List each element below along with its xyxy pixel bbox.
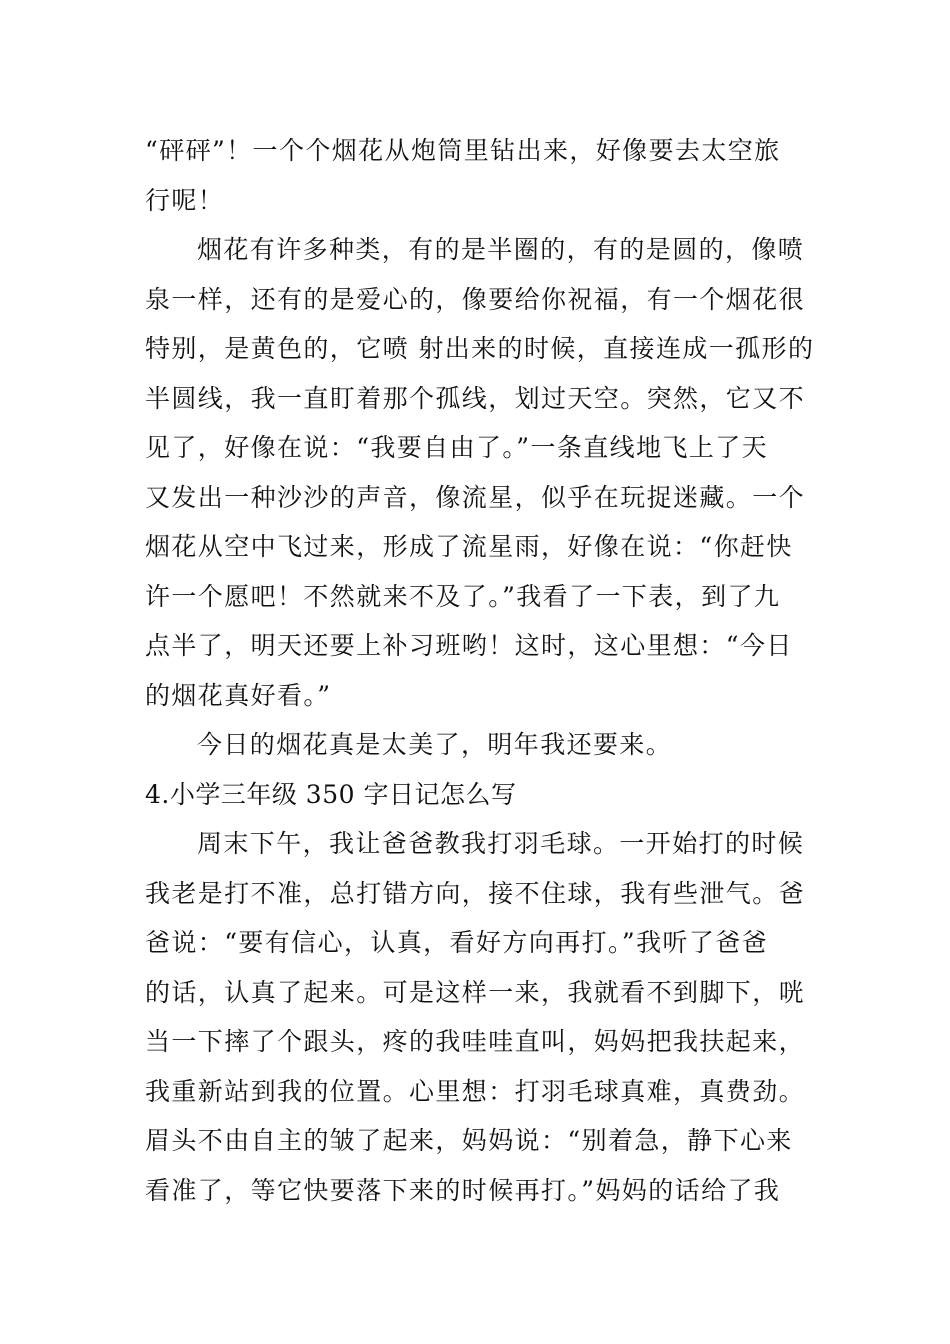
text-line: 的话，认真了起来。可是这样一来，我就看不到脚下，咣: [145, 977, 806, 1007]
text-line: 特别，是黄色的，它喷 射出来的时候，直接连成一孤形的: [145, 334, 815, 363]
text-line: 见了，好像在说：“我要自由了。”一条直线地飞上了天: [145, 433, 769, 462]
text-line: 烟花从空中飞过来，形成了流星雨，好像在说：“你赶快: [145, 532, 793, 561]
text-line: 行呢！: [145, 185, 225, 215]
text-line: 眉头不由自主的皱了起来，妈妈说：“别着急，静下心来: [145, 1126, 793, 1155]
text-line: 我老是打不准，总打错方向，接不住球，我有些泄气。爸: [145, 878, 806, 908]
text-line: 看准了，等它快要落下来的时候再打。”妈妈的话给了我: [145, 1175, 781, 1205]
paragraph-start-line: 烟花有许多种类，有的是半圈的，有的是圆的，像喷: [197, 235, 805, 264]
text-line: 许一个愿吧！不然就来不及了。”我看了一下表，到了九: [145, 581, 781, 611]
document-body: [145, 126, 815, 1215]
text-line: 泉一样，还有的是爱心的，像要给你祝福，有一个烟花很: [145, 284, 806, 314]
text-line: 半圆线，我一直盯着那个孤线，划过天空。突然，它又不: [145, 383, 806, 413]
section-heading: 4.小学三年级 350 字日记怎么写: [145, 779, 517, 809]
text-line: 我重新站到我的位置。心里想：打羽毛球真难，真费劲。: [145, 1076, 806, 1106]
paragraph-start-line: 今日的烟花真是太美了，明年我还要来。: [197, 730, 673, 759]
paragraph-start-line: 周末下午，我让爸爸教我打羽毛球。一开始打的时候: [197, 829, 805, 858]
text-line: 当一下摔了个跟头，疼的我哇哇直叫，妈妈把我扶起来，: [145, 1027, 806, 1056]
text-line: 爸说：“要有信心，认真，看好方向再打。”我听了爸爸: [145, 928, 769, 957]
text-line: 点半了，明天还要上补习班哟！这时，这心里想：“今日: [145, 631, 793, 660]
text-line: “砰砰”！一个个烟花从炮筒里钻出来，好像要去太空旅: [145, 136, 781, 165]
text-line: 的烟花真好看。”: [145, 680, 332, 710]
text-line: 又发出一种沙沙的声音，像流星，似乎在玩捉迷藏。一个: [145, 482, 806, 512]
